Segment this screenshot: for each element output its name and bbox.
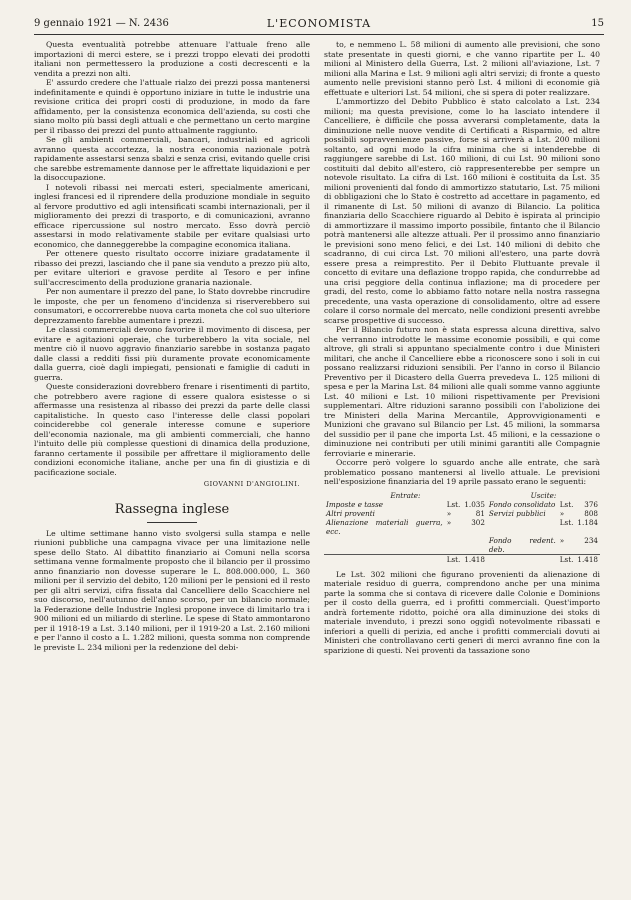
paragraph: Occorre però volgere lo sguardo anche alle entrate, che sarà problematico possano mantenersi al livello attuale. Le previsioni nell'esposizione finanziaria del 19 aprile passato erano le seguenti: [324, 458, 600, 486]
uscita-currency: Lst. [559, 499, 574, 509]
table-total-row [324, 554, 600, 564]
paragraph: Questa eventualità potrebbe attenuare l'attuale freno alle importazioni di merci estere, se i prezzi troppo elevati dei prodotti italiani non permettessero la produzione a costi decrescenti e la vendita a prezzi non alti. [34, 40, 310, 78]
entrate-heading: Entrate: [390, 490, 421, 500]
rassegna-inglese-text [34, 529, 310, 653]
rassegna-inglese-text-after-table [324, 570, 600, 656]
author-signature: GIOVANNI D'ANGIOLINI. [203, 480, 300, 488]
total-currency: Lst. [559, 554, 574, 564]
uscita-value: 234 [584, 535, 598, 545]
entrata-value: 302 [471, 517, 485, 527]
entrata-value: 1.035 [464, 499, 485, 509]
entrata-currency: » [446, 517, 452, 527]
uscita-label [487, 518, 558, 536]
table-row [324, 536, 600, 555]
paragraph: Per ottenere questo risultato occorre iniziare gradatamente il ribasso dei prezzi, lasciando che il pane sia venduto a prezzo più alto, per evitare ulteriori e gravose perdite al Tesoro e per infine sull'accrescimento della produzione granaria nazionale. [34, 249, 310, 287]
paragraph: Se gli ambienti commerciali, bancari, industriali ed agricoli avranno questa accortezza, la nostra economia nazionale potrà rapidamente assestarsi senza sbalzi e senza crisi, evitando quelle crisi che sarebbe estremamente dannose per le affrettate liquidazioni e per la disoccupazione. [34, 135, 310, 182]
entrata-value [462, 536, 487, 555]
paragraph: Queste considerazioni dovrebbero frenare i risentimenti di partito, che potrebbero avere ragione di essere qualora esistesse o si affermasse una resistenza al ribasso dei prezzi da parte delle classi capitalistiche. In questo caso l'interesse delle classi popolari coinciderebbe col generale interesse comune e superiore dell'economia nazionale, ma gli ambienti commerciali, che hanno l'intuito delle più complesse questioni di dinamica della produzione, faranno certamente il possibile per affrettare il miglioramento delle condizioni economiche italiane, anche per una fin di giustizia e di pacificazione sociale. [34, 382, 310, 477]
paragraph: L'ammortizzo del Debito Pubblico è stato calcolato a Lst. 234 milioni; ma questa previsione, come lo ha lasciato intendere il Cancelliere, è difficile che possa avverarsi completamente, data la diminuzione nelle nuove vendite di Certificati a Risparmio, ed altre possibili sopravvenienze passive, forse si arriverà a Lst. 200 milioni soltanto, ad ogni modo la cifra minima che si intenderebbe di raggiungere sarebbe di Lst. 160 milioni, di cui Lst. 90 milioni sono costituiti dal debito all'estero, ciò rappresenterebbe per sempre un notevole risultato. La cifra di Lst. 160 milioni è costituita da Lst. 35 milioni provenienti dal fondo di ammortizzo statutario, Lst. 75 milioni di obbligazioni che lo Stato è costretto ad accettare in pagamento, ed il rimanente di Lst. 50 milioni di avanzo di Bilancio. La politica finanziaria dello Scacchiere riguardo al Debito è ispirata al principio di ammortizzare il massimo importo possibile, fintanto che il Bilancio potrà mantenersi alle altezze attuali. Per il prossimo anno finanziario le previsioni sono meno felici, e dei Lst. 140 milioni di debito che scadranno, di cui circa Lst. 70 milioni all'estero, una parte dovrà essere presa a reimprestito. Per il Debito Fluttuante prevale il concetto di evitare una deflazione troppo rapida, che condurrebbe ad una crisi peggiore della continua inflazione; ma di procedere per gradi, del resto, come lo abbiamo fatto notare nella nostra rassegna precedente, una vasta operazione di consolidamento, oltre ad essere colare il corso normale del mercato, nelle condizioni presenti avrebbe scarse prospettive di successo. [324, 97, 600, 325]
uscita-label: Fondo redent. deb. [488, 535, 556, 554]
newspaper-page [34, 16, 604, 886]
entrata-label: Altri proventi [326, 508, 375, 518]
entrata-currency: » [446, 508, 452, 518]
uscita-label: Servizi pubblici [488, 508, 546, 518]
entrata-currency: Lst. [446, 499, 461, 509]
uscita-label: Fondo consolidato [488, 499, 556, 509]
uscite-heading: Uscite: [530, 490, 557, 500]
entrata-label: Alienazione materiali guerra, ecc. [326, 517, 443, 536]
total-uscite: 1.418 [575, 554, 600, 564]
paragraph: Le Lst. 302 milioni che figurano provenienti da alienazione di materiale residuo di guerra, comprendono anche per una minima parte la somma che si contava di ricevere dalle Colonie e Dominions per il costo della guerra, ed i profitti commerciali. Quest'importo andrà fortemente ridotto, poiché ora alla diminuzione dei stoks di materiale invenduto, i prezzi sono oggidì notevolmente ribassati e inferiori a quelli di perizia, ed anche i profitti commerciali dovuti ai Ministeri che controllavano certi generi di merci avranno fine con la sparizione di questi. Nei proventi da tassazione sono [324, 569, 600, 655]
paragraph: I notevoli ribassi nei mercati esteri, specialmente americani, inglesi francesi ed il riprendere della produzione mondiale in seguito al fervore produttivo ed agli intensificati scambi internazionali, per il miglioramento dei prezzi di trasporto, e di comunicazioni, avranno efficace ripercussione sul nostro mercato. Esso dovrà perciò assestarsi in modo relativamente stabile per evitare qualsiasi urto economico, che danneggerebbe la compagine economica italiana. [34, 182, 310, 249]
section-title: Rassegna inglese [114, 501, 230, 517]
paragraph: Le ultime settimane hanno visto svolgersi sulla stampa e nelle riunioni pubbliche una campagna vivace per una limitazione nelle spese dello Stato. Al dibattito finanziario ai Comuni nella scorsa settimana venne formalmente proposto che il bilancio per il prossimo anno finanziario non dovesse superare le L. 808.000.000, L. 360 milioni per il servizio del debito, 120 milioni per le pensioni ed il resto per gli altri servizi, cifra fissata dal Cancelliere dello Scacchiere nel suo discorso, nell'autunno dell'anno scorso, per un bilancio normale; la Federazione delle Industrie Inglesi propone invece di limitarlo tra i 900 milioni ed un miliardo di sterline. Le spese di Stato ammontarono per il 1918-19 a Lst. 3.140 milioni, per il 1919-20 a Lst. 2.160 milioni e per l'anno il costo a L. 1.282 milioni, questa somma non comprende le previste L. 234 milioni per la redenzione del debi- [34, 528, 310, 652]
uscita-currency: » [559, 535, 565, 545]
table-row [324, 500, 600, 509]
journal-title: L'ECONOMISTA [266, 17, 372, 30]
entrata-label [324, 536, 445, 555]
paragraph: E' assurdo credere che l'attuale rialzo dei prezzi possa mantenersi indefinitamente e quindi è opportuno iniziare in tutte le industrie una revisione critica dei propri costi di produzione, in modo da fare affidamento, per la consistenza economica dell'azienda, su costi che siano molto più bassi degli attuali e che permettano un certo margine per il ribasso dei prezzi del punto attualmente raggiunto. [34, 78, 310, 135]
header-rule [34, 34, 604, 35]
paragraph: Le classi commerciali devono favorire il movimento di discesa, per evitare e agitazioni operaie, che turberebbero la vita sociale, nel mentre ciò il nuovo aggravio finanziario sarebbe in sostanza pagato dalle classi a redditi fissi più duramente provate economicamente dalla guerra, cioè dagli impiegati, pensionati e famiglie di caduti in guerra. [34, 325, 310, 382]
entrata-value: 81 [475, 508, 485, 518]
total-entrate: 1.418 [464, 554, 485, 564]
page-number: 15 [591, 18, 604, 29]
table-row [324, 509, 600, 518]
table-row [324, 518, 600, 536]
total-currency: Lst. [446, 554, 461, 564]
paragraph: to, e nemmeno L. 58 milioni di aumento alle previsioni, che sono state presentate in questi giorni, e che vanno ripartite per L. 40 milioni al Ministero della Guerra, Lst. 2 milioni all'aviazione, Lst. 7 milioni alla Marina e Lst. 9 milioni agli altri servizi; di fronte a questo aumento nelle previsioni stanno però Lst. 4 milioni di economie già effettuate e ulteriori Lst. 54 milioni, che si spera di poter realizzare. [324, 40, 600, 97]
uscita-value: 1.184 [577, 517, 598, 527]
uscita-value: 808 [584, 508, 598, 518]
uscita-currency: » [559, 508, 565, 518]
rassegna-inglese-continued [324, 40, 600, 487]
article-continued [34, 40, 310, 477]
entrata-label: Imposte e tasse [326, 499, 384, 509]
paragraph: Per il Bilancio futuro non è stata espressa alcuna direttiva, salvo che verranno introdotte le massime economie possibili, e qui come altrove, gli strali si appuntano specialmente contro i due Ministeri militari, che anche il Cancelliere ebbe a riconoscere sono i soli in cui possano realizzarsi riduzioni sensibili. Per l'anno in corso il Bilancio Preventivo per il Dicastero della Guerra prevedeva L. 125 milioni di spesa e per la Marina Lst. 84 milioni alle quali somme vanno aggiunte Lst. 40 milioni e Lst. 10 milioni rispettivamente per Previsioni supplementari. Altre riduzioni saranno possibili con l'abolizione dei tre Ministeri della Marina Mercantile, Approvvigionamenti e Munizioni che gravano sul Bilancio per Lst. 45 milioni, la sommarsa del sussidio per il pane che importa Lst. 45 milioni, e la cessazione o diminuzione nei contributi per utili minimi garantiti alle Compagnie ferroviarie e minerarie. [324, 325, 600, 458]
page-header [34, 16, 604, 34]
left-column [34, 40, 310, 886]
paragraph: Per non aumentare il prezzo del pane, lo Stato dovrebbe rincrudire le imposte, che per un fenomeno d'incidenza si riserverebbero sui consumatori, e occorrerebbe nuova carta moneta che col suo ulteriore deprezzamento farebbe aumentare i prezzi. [34, 287, 310, 325]
title-rule [147, 522, 197, 523]
issue-date: 9 gennaio 1921 — N. 2436 [34, 18, 169, 29]
entrata-currency [445, 536, 463, 555]
budget-table [324, 491, 600, 564]
uscita-currency: Lst. [559, 517, 574, 527]
right-column [324, 40, 600, 886]
uscita-value: 376 [584, 499, 598, 509]
